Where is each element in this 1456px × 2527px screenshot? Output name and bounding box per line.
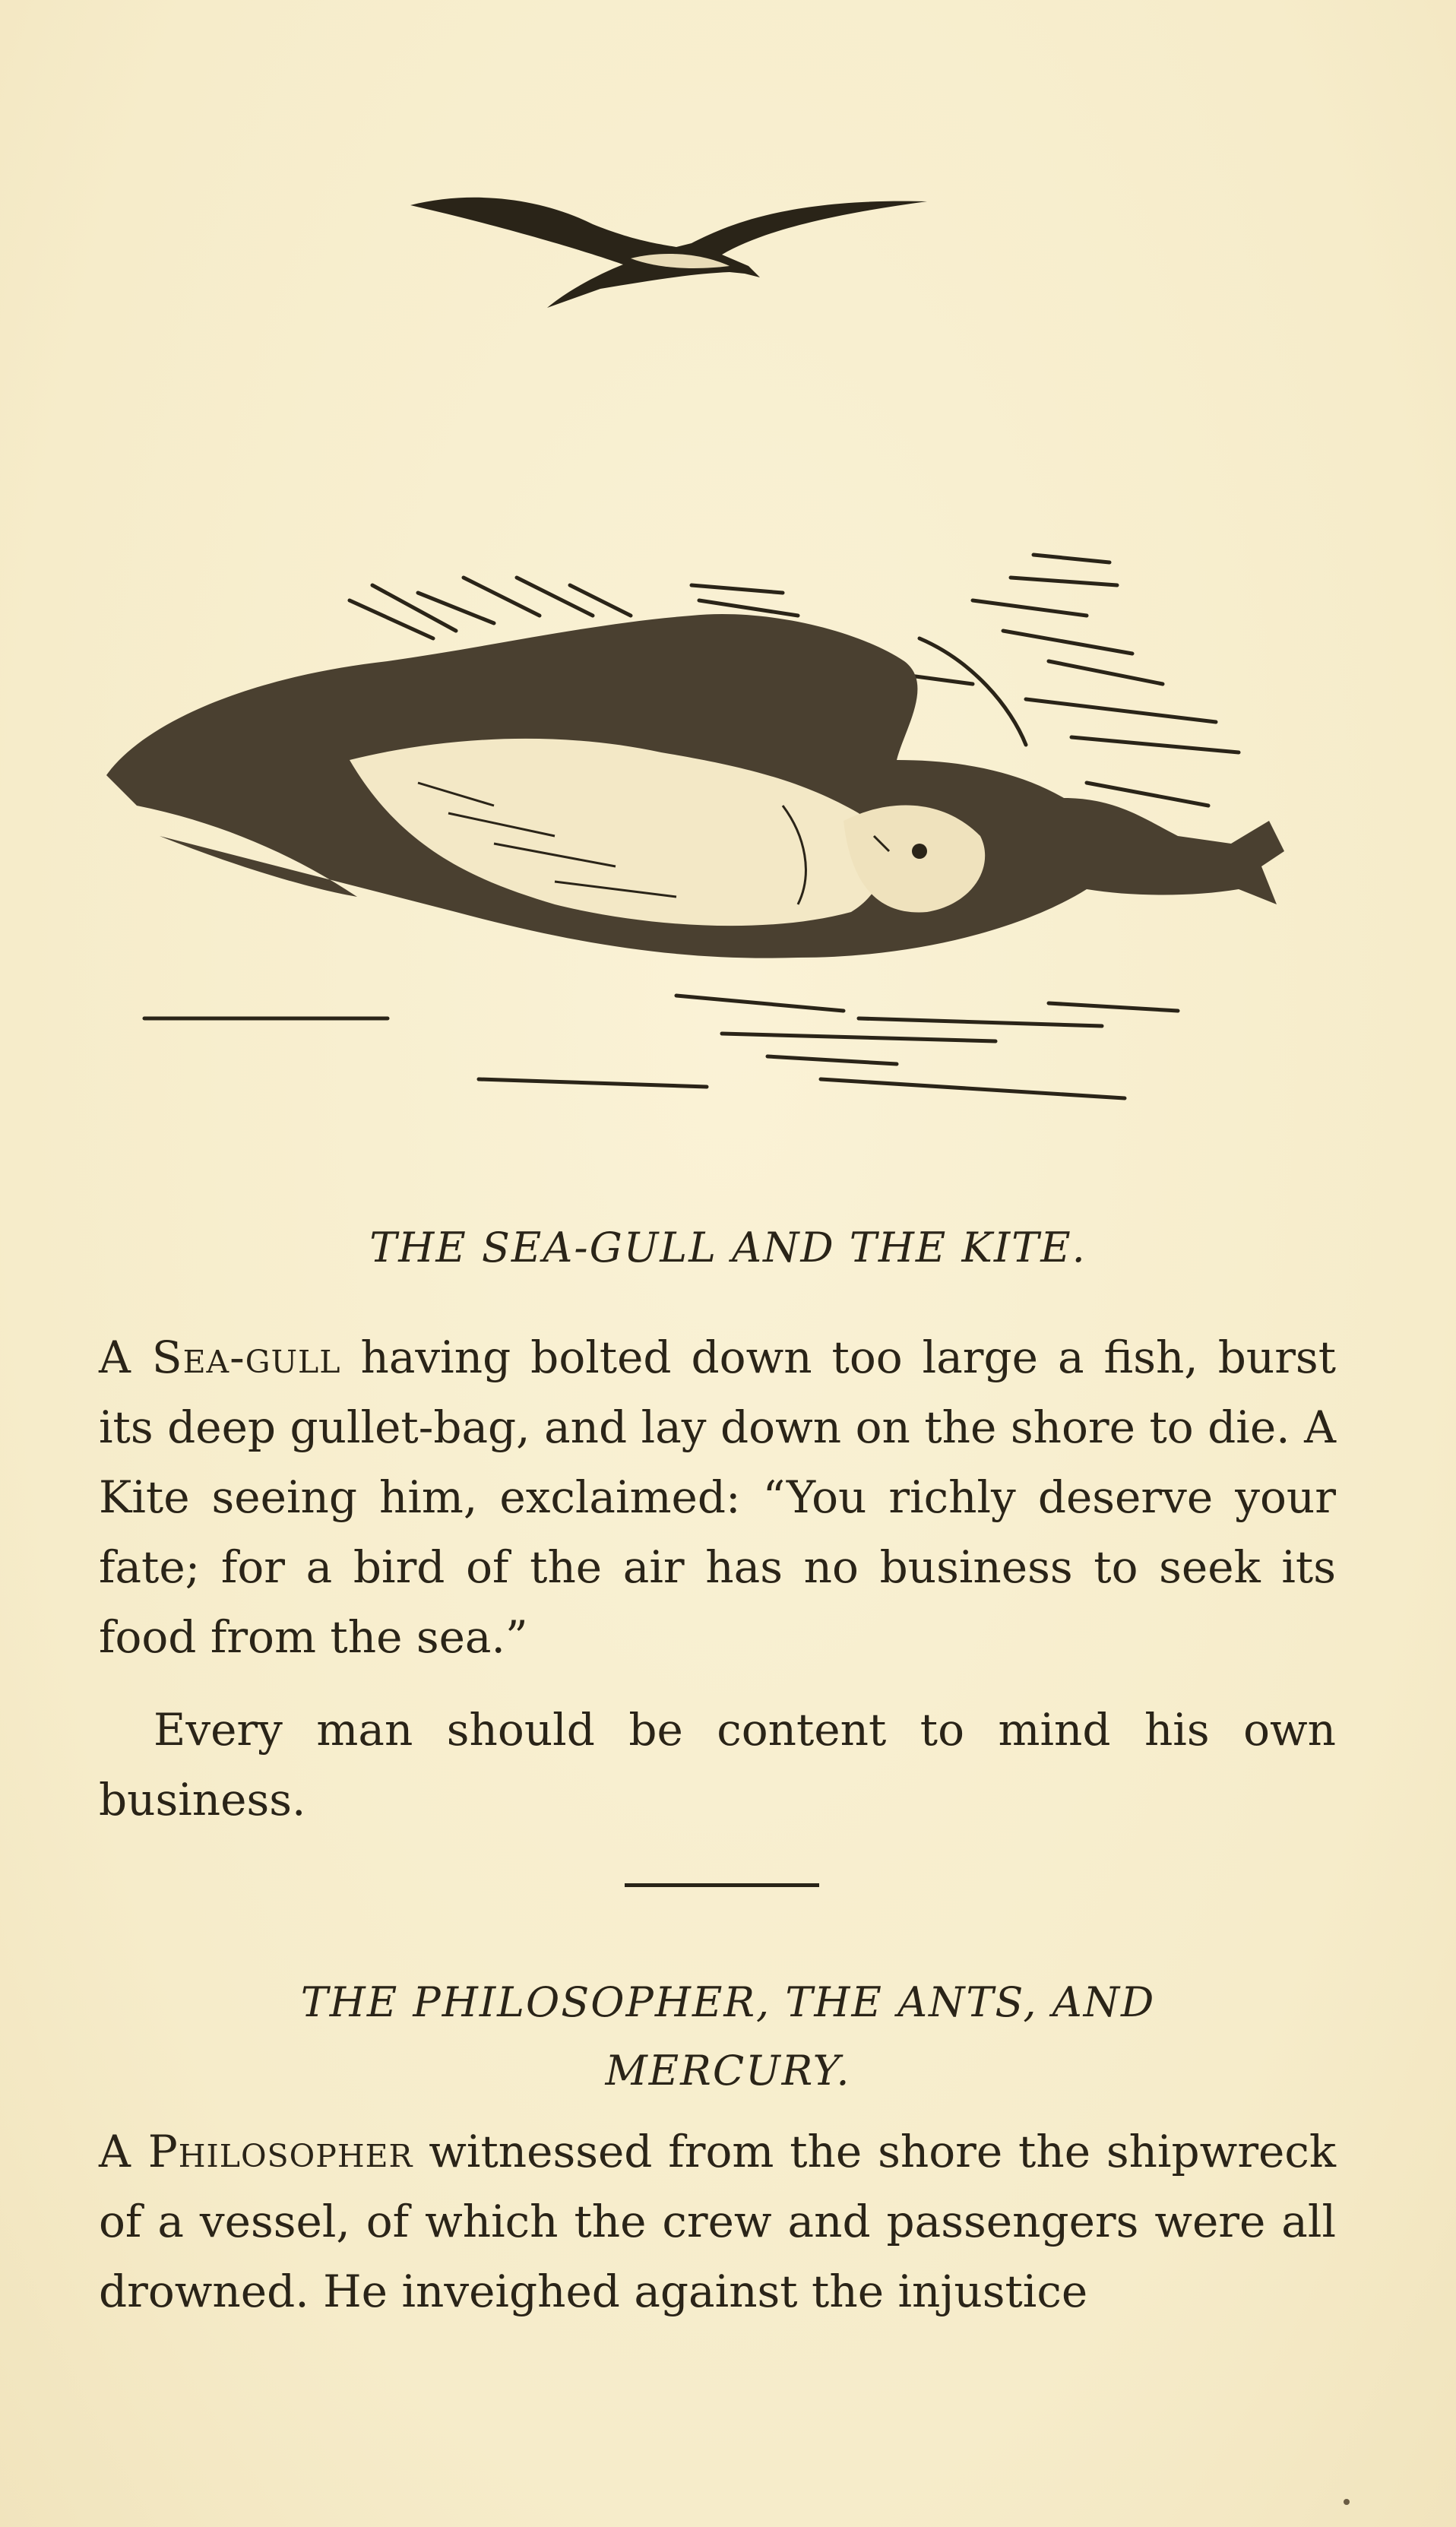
fable-moral: Every man should be content to mind his own business. bbox=[99, 1704, 1336, 1826]
fable-body-philosopher bbox=[99, 2117, 1336, 2326]
fable-title-sea-gull-and-kite: THE SEA-GULL AND THE KITE. bbox=[369, 1224, 1087, 1271]
flying-kite-illustration bbox=[403, 182, 935, 312]
fable-title-line-1: THE PHILOSOPHER, THE ANTS, AND bbox=[300, 1978, 1156, 2026]
dying-sea-gull-illustration bbox=[99, 532, 1375, 1125]
fable-opening-small-caps: A Philosopher bbox=[99, 2126, 413, 2177]
fable-title-line-2: MERCURY. bbox=[605, 2047, 851, 2095]
fable-opening-small-caps: A Sea-gull bbox=[99, 1332, 341, 1383]
fable-body-text: witnessed from the shore the shipwreck of a vessel, of which the crew and passengers were all drowned. He inveighed against the injustice bbox=[99, 2126, 1336, 2317]
fable-body-text: having bolted down too large a fish, burst its deep gullet-bag, and lay down on the shore to die. A Kite seeing him, exclaimed: “You richly deserve your fate; for a bird of the air has no business to seek its food from the sea.” bbox=[99, 1332, 1337, 1663]
fable-body-sea-gull bbox=[99, 1322, 1336, 1672]
page-speck bbox=[1344, 2499, 1350, 2505]
fable-title-philosopher-ants-mercury bbox=[0, 1968, 1456, 2105]
section-divider bbox=[625, 1883, 819, 1887]
